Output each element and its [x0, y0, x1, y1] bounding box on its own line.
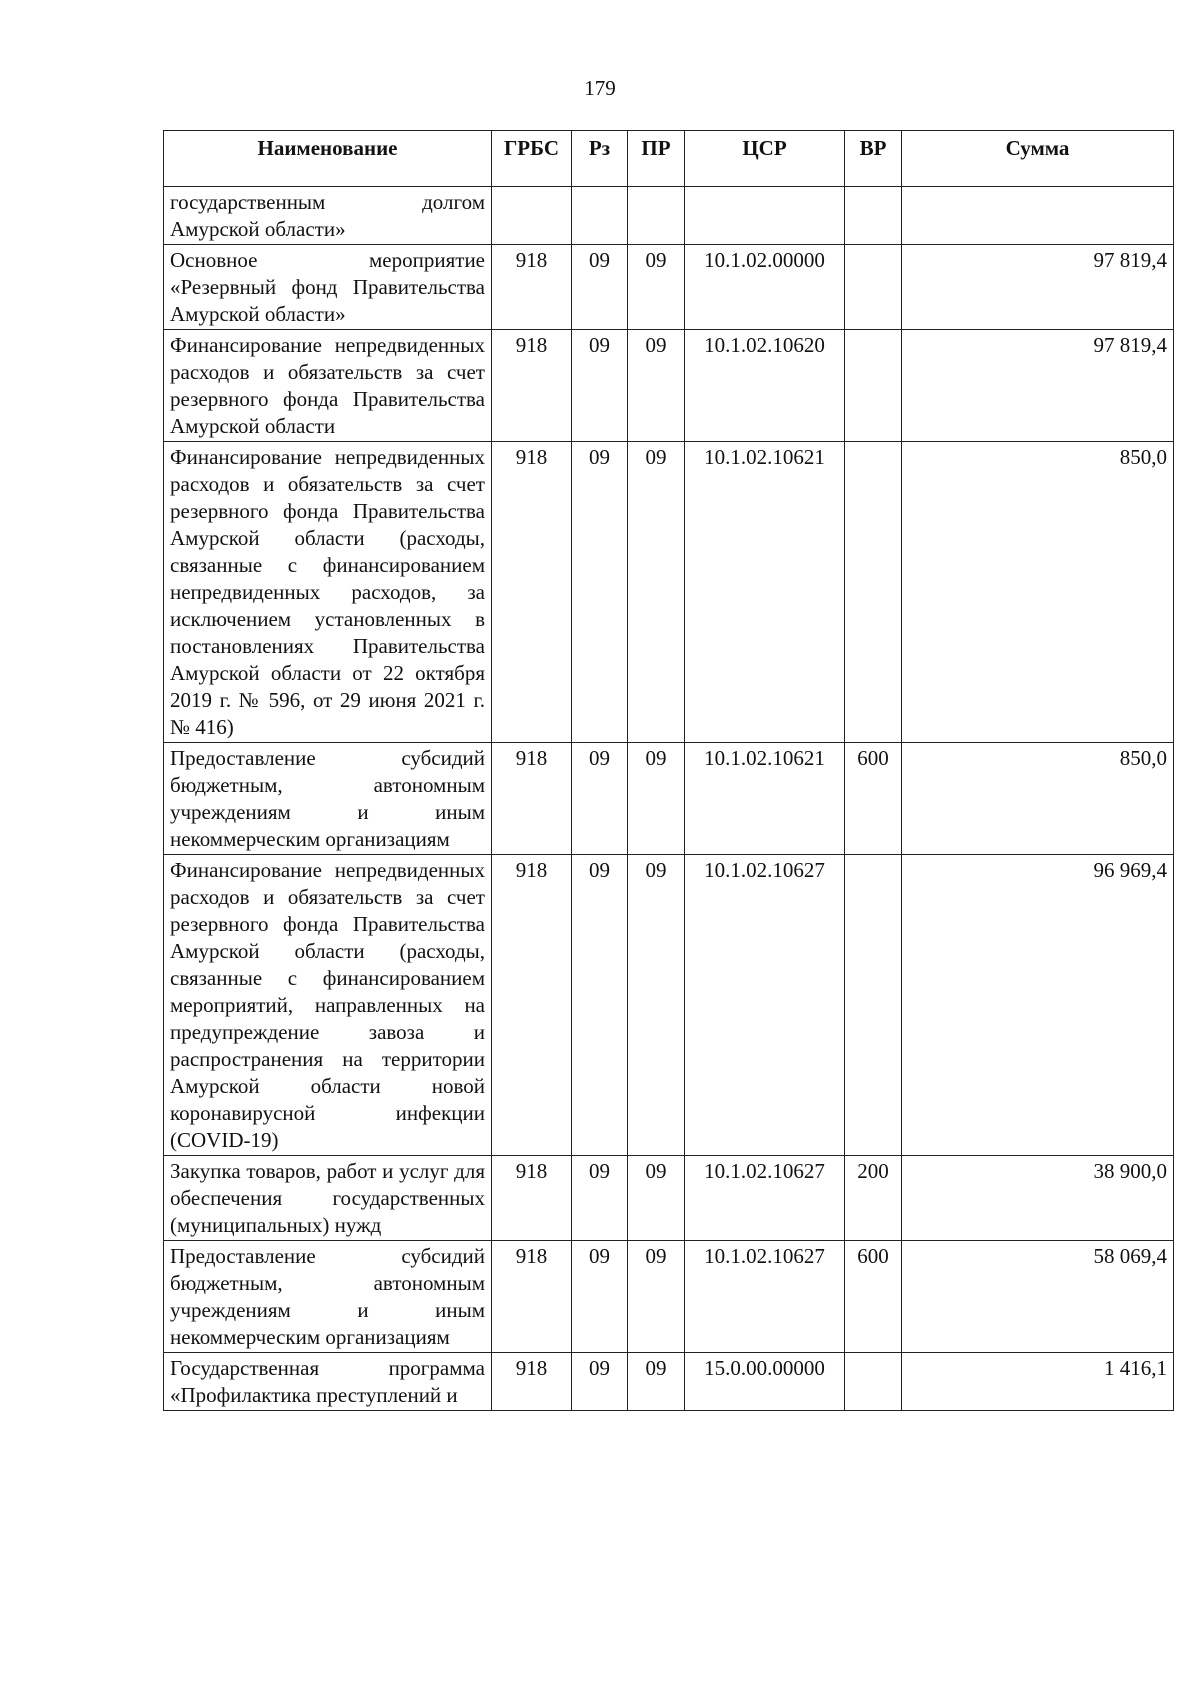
row-rz: 09 — [572, 442, 628, 743]
row-sum: 850,0 — [902, 743, 1174, 855]
row-rz — [572, 187, 628, 245]
row-csr: 10.1.02.10621 — [685, 442, 845, 743]
header-name: Наименование — [164, 131, 492, 187]
row-sum: 1 416,1 — [902, 1353, 1174, 1411]
table-row — [164, 330, 1174, 442]
row-rz: 09 — [572, 245, 628, 330]
row-rz: 09 — [572, 1353, 628, 1411]
row-csr: 10.1.02.10621 — [685, 743, 845, 855]
header-csr: ЦСР — [685, 131, 845, 187]
row-grbs: 918 — [492, 1156, 572, 1241]
table-row — [164, 855, 1174, 1156]
row-grbs: 918 — [492, 245, 572, 330]
row-name: государственным долгом Амурской области» — [164, 187, 492, 245]
row-name: Предоставление субсидий бюджетным, автономным учреждениям и иным некоммерческим организациям — [164, 743, 492, 855]
budget-table — [163, 130, 1174, 1411]
table-row — [164, 1353, 1174, 1411]
header-pr: ПР — [628, 131, 685, 187]
row-grbs: 918 — [492, 1353, 572, 1411]
row-grbs: 918 — [492, 743, 572, 855]
row-grbs: 918 — [492, 330, 572, 442]
row-csr: 10.1.02.10627 — [685, 1156, 845, 1241]
row-rz: 09 — [572, 743, 628, 855]
row-csr: 10.1.02.00000 — [685, 245, 845, 330]
row-grbs: 918 — [492, 1241, 572, 1353]
row-name: Государственная программа «Профилактика преступлений и — [164, 1353, 492, 1411]
row-csr: 10.1.02.10627 — [685, 1241, 845, 1353]
row-pr — [628, 187, 685, 245]
row-rz: 09 — [572, 330, 628, 442]
row-grbs: 918 — [492, 442, 572, 743]
row-sum: 850,0 — [902, 442, 1174, 743]
row-csr: 10.1.02.10620 — [685, 330, 845, 442]
row-vr — [845, 187, 902, 245]
row-vr — [845, 245, 902, 330]
row-name: Основное мероприятие «Резервный фонд Правительства Амурской области» — [164, 245, 492, 330]
row-pr: 09 — [628, 1241, 685, 1353]
row-csr: 10.1.02.10627 — [685, 855, 845, 1156]
row-sum: 96 969,4 — [902, 855, 1174, 1156]
table-row — [164, 1241, 1174, 1353]
row-pr: 09 — [628, 442, 685, 743]
row-pr: 09 — [628, 1156, 685, 1241]
table-row — [164, 743, 1174, 855]
header-vr: ВР — [845, 131, 902, 187]
row-sum: 58 069,4 — [902, 1241, 1174, 1353]
row-sum: 97 819,4 — [902, 245, 1174, 330]
header-sum: Сумма — [902, 131, 1174, 187]
row-csr: 15.0.00.00000 — [685, 1353, 845, 1411]
row-pr: 09 — [628, 1353, 685, 1411]
row-sum: 97 819,4 — [902, 330, 1174, 442]
row-rz: 09 — [572, 1241, 628, 1353]
row-vr: 200 — [845, 1156, 902, 1241]
table-row — [164, 442, 1174, 743]
table-row — [164, 1156, 1174, 1241]
table-row — [164, 245, 1174, 330]
row-name: Финансирование непредвиденных расходов и обязательств за счет резервного фонда Правительства Амурской области — [164, 330, 492, 442]
row-vr — [845, 330, 902, 442]
row-name: Финансирование непредвиденных расходов и обязательств за счет резервного фонда Правительства Амурской области (расходы, связанные с финансированием непредвиденных расходов, за исключением установленных в постановлениях Правительства Амурской области от 22 октября 2019 г. № 596, от 29 июня 2021 г. № 416) — [164, 442, 492, 743]
row-pr: 09 — [628, 743, 685, 855]
table-header-row — [164, 131, 1174, 187]
row-rz: 09 — [572, 855, 628, 1156]
row-name: Закупка товаров, работ и услуг для обеспечения государственных (муниципальных) нужд — [164, 1156, 492, 1241]
row-rz: 09 — [572, 1156, 628, 1241]
row-sum: 38 900,0 — [902, 1156, 1174, 1241]
header-grbs: ГРБС — [492, 131, 572, 187]
row-csr — [685, 187, 845, 245]
row-name: Предоставление субсидий бюджетным, автономным учреждениям и иным некоммерческим организациям — [164, 1241, 492, 1353]
row-vr — [845, 442, 902, 743]
row-grbs: 918 — [492, 855, 572, 1156]
row-vr: 600 — [845, 743, 902, 855]
row-vr — [845, 855, 902, 1156]
header-rz: Рз — [572, 131, 628, 187]
row-grbs — [492, 187, 572, 245]
row-pr: 09 — [628, 245, 685, 330]
row-name: Финансирование непредвиденных расходов и обязательств за счет резервного фонда Правительства Амурской области (расходы, связанные с финансированием мероприятий, направленных на предупреждение завоза и распространения на территории Амурской области новой коронавирусной инфекции (COVID-19) — [164, 855, 492, 1156]
page-number: 179 — [584, 76, 616, 100]
row-vr — [845, 1353, 902, 1411]
row-vr: 600 — [845, 1241, 902, 1353]
row-pr: 09 — [628, 330, 685, 442]
row-sum — [902, 187, 1174, 245]
table-row — [164, 187, 1174, 245]
row-pr: 09 — [628, 855, 685, 1156]
